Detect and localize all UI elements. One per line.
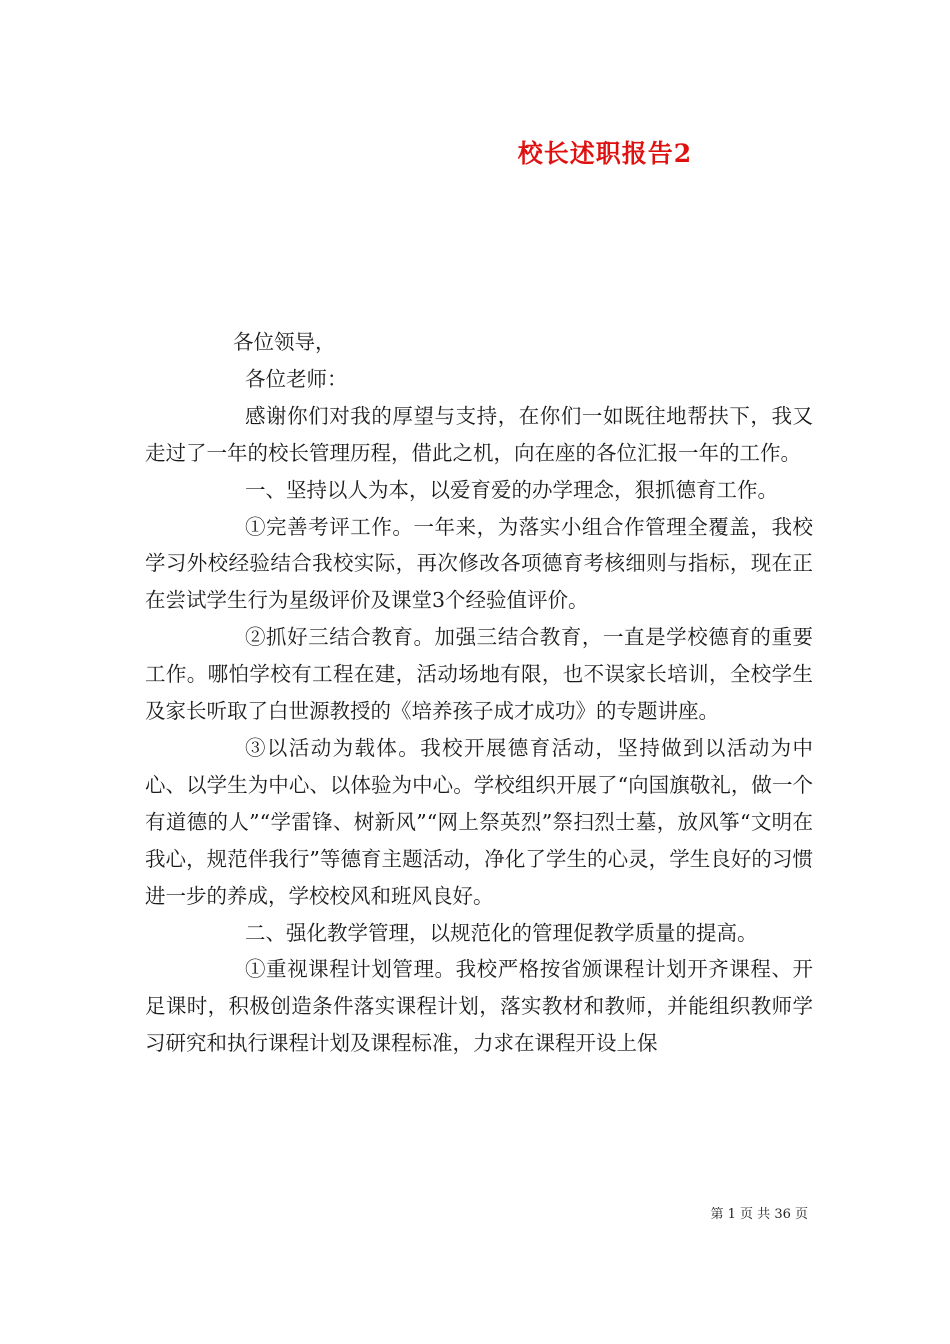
section-heading-2: 二、强化教学管理，以规范化的管理促教学质量的提高。 [245, 920, 758, 945]
document-title: 校长述职报告2 [517, 139, 693, 168]
document-body [145, 324, 813, 1062]
paragraph-item-3: ③以活动为载体。我校开展德育活动，坚持做到以活动为中心、以学生为中心、以体验为中心。学校组织开展了“向国旗敬礼，做一个有道德的人”“学雷锋、树新风”“网上祭英烈”祭扫烈士墓，放风筝“文明在我心，规范伴我行”等德育主题活动，净化了学生的心灵，学生良好的习惯进一步的养成，学校校风和班风良好。 [145, 735, 813, 908]
paragraph-intro: 感谢你们对我的厚望与支持，在你们一如既往地帮扶下，我又走过了一年的校长管理历程，借此之机，向在座的各位汇报一年的工作。 [145, 403, 813, 465]
paragraph-item-4: ①重视课程计划管理。我校严格按省颁课程计划开齐课程、开足课时，积极创造条件落实课程计划，落实教材和教师，并能组织教师学习研究和执行课程计划及课程标准，力求在课程开设上保 [145, 957, 813, 1056]
paragraph-item-1: ①完善考评工作。一年来，为落实小组合作管理全覆盖，我校学习外校经验结合我校实际，再次修改各项德育考核细则与指标，现在正在尝试学生行为星级评价及课堂3个经验值评价。 [145, 514, 813, 613]
salutation-teachers: 各位老师： [245, 366, 348, 391]
section-heading-1: 一、坚持以人为本，以爱育爱的办学理念，狠抓德育工作。 [245, 477, 778, 502]
salutation-leaders: 各位领导， [233, 330, 336, 354]
page-number: 第 1 页 共 36 页 [710, 1207, 808, 1222]
paragraph-item-2: ②抓好三结合教育。加强三结合教育，一直是学校德育的重要工作。哪怕学校有工程在建，活动场地有限，也不误家长培训，全校学生及家长听取了白世源教授的《培养孩子成才成功》的专题讲座。 [145, 625, 813, 724]
